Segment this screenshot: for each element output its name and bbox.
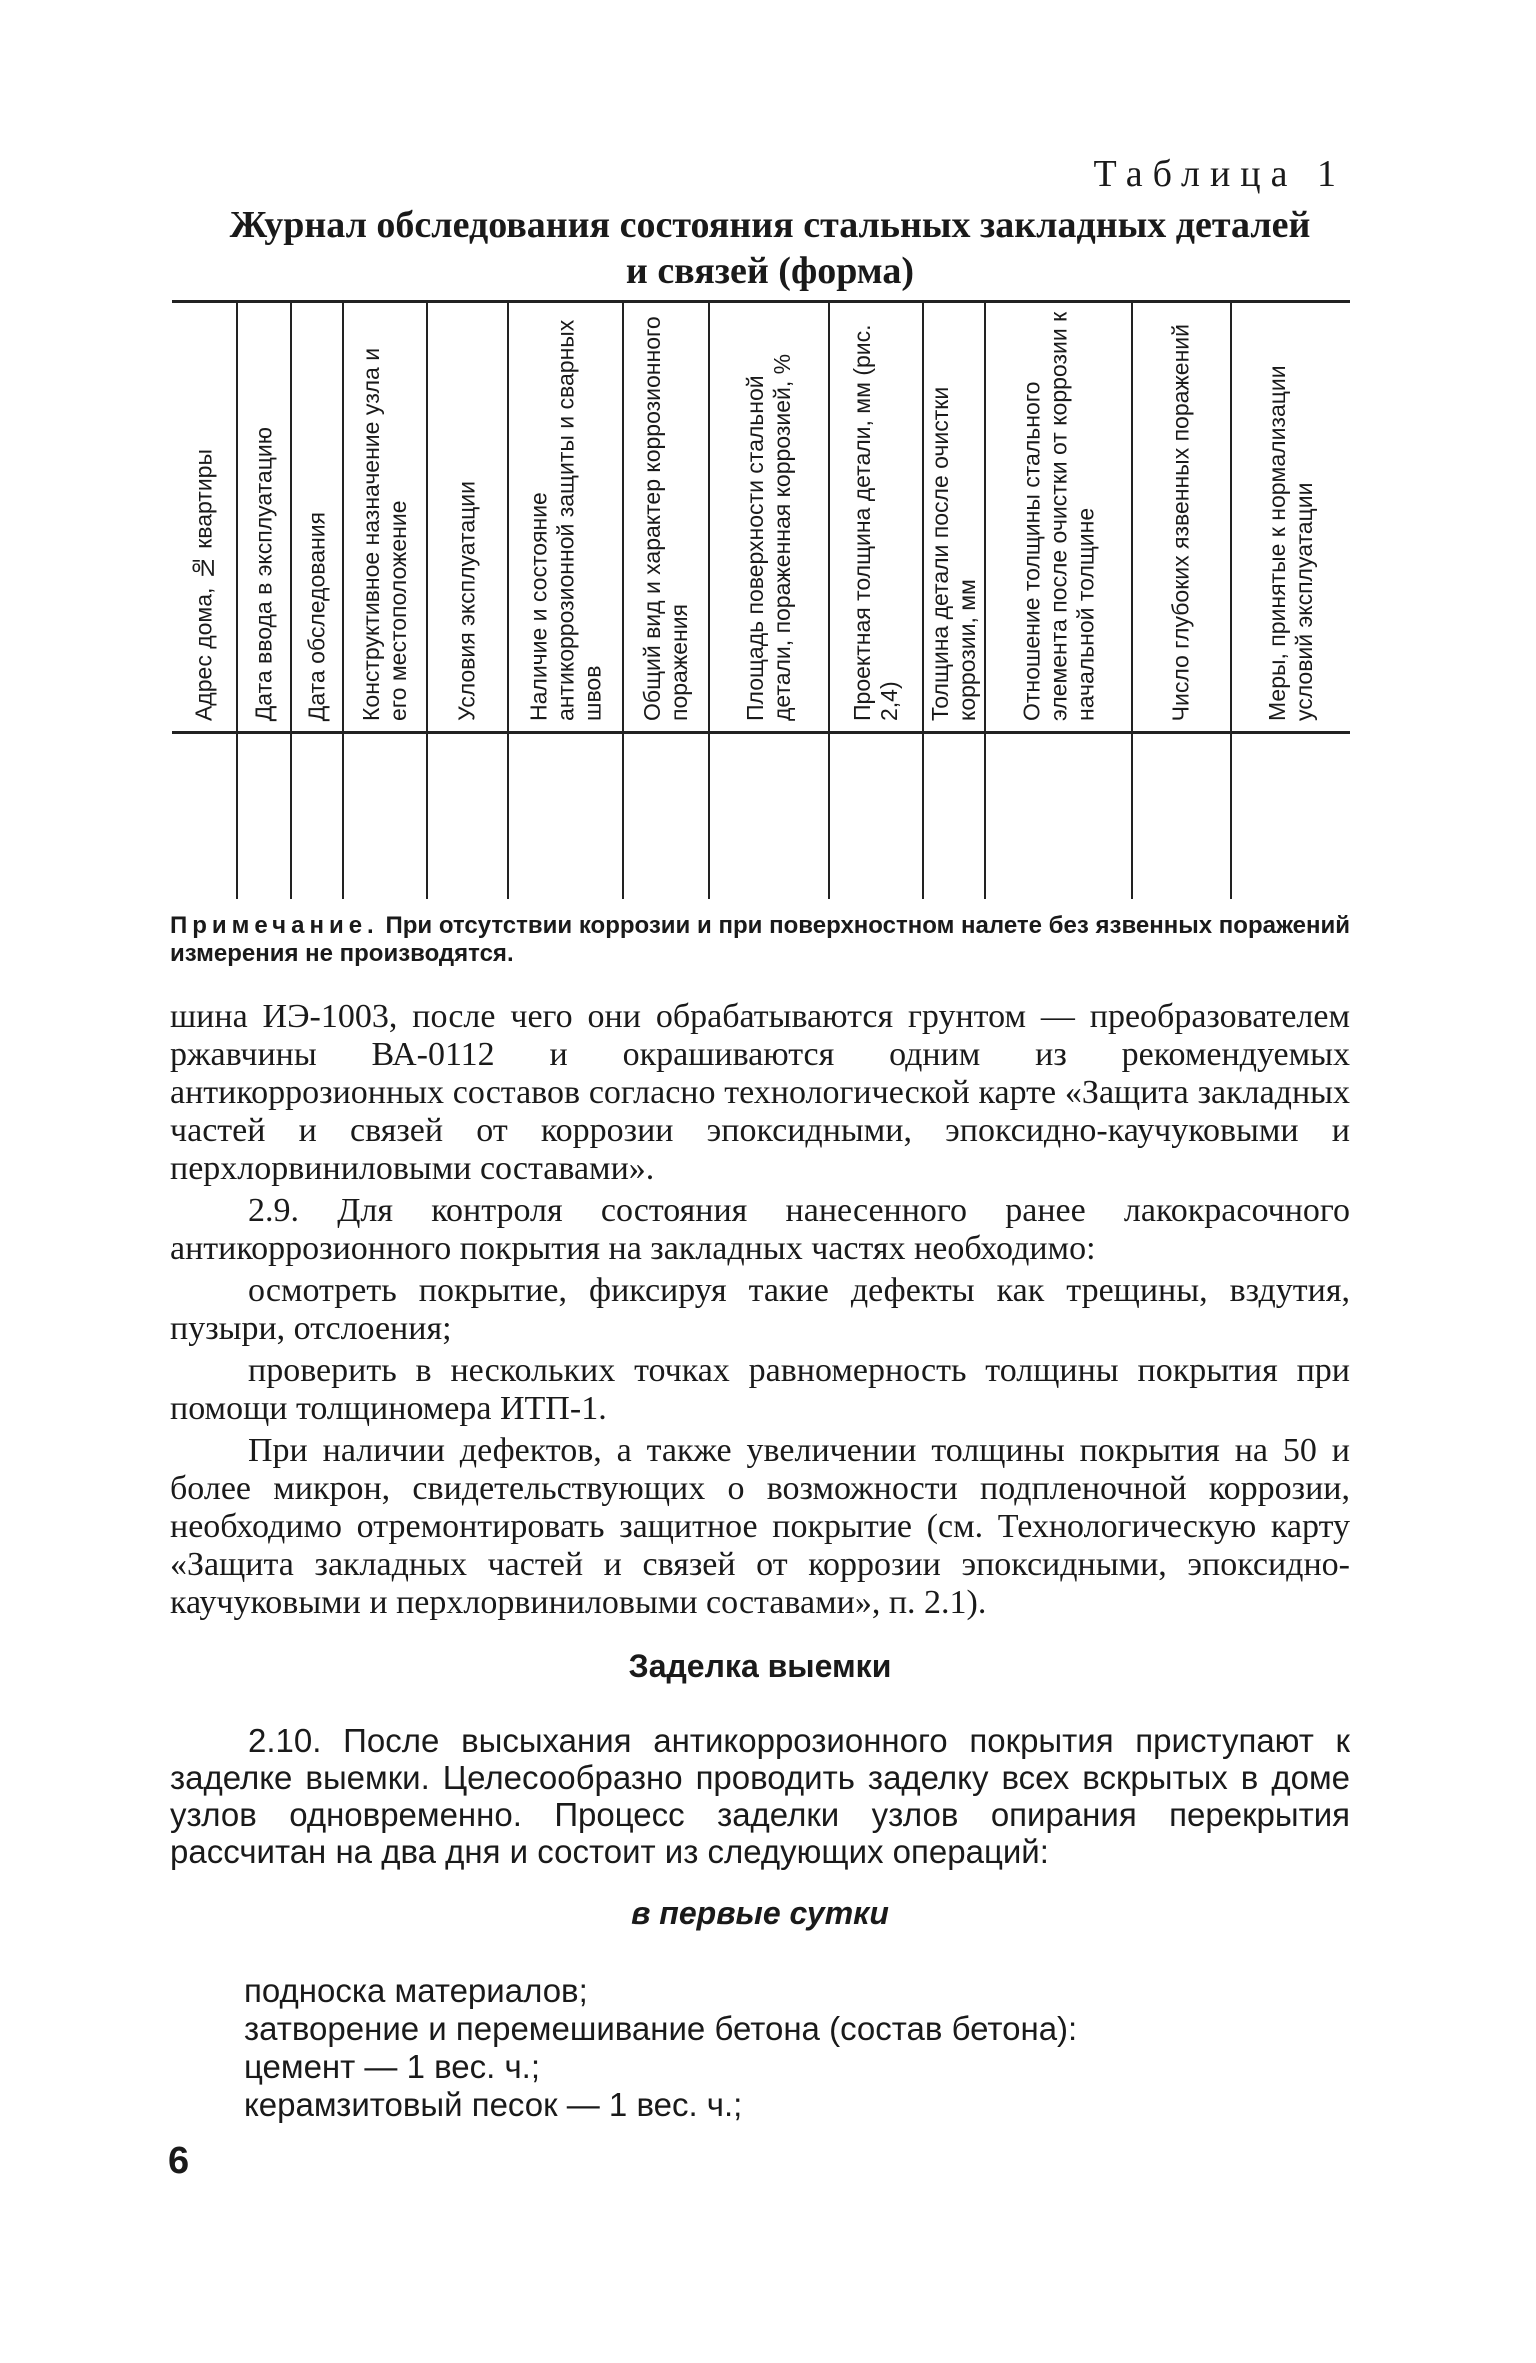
- table-label: Таблица 1: [1093, 153, 1346, 195]
- column-header: Проектная толщина детали, мм (рис. 2,4): [829, 302, 923, 733]
- body-text: [170, 998, 1350, 1626]
- table-header-row: [172, 302, 1350, 733]
- table-cell: [1132, 733, 1231, 900]
- section-body: [170, 1722, 1350, 1870]
- operations-list: [244, 1972, 1077, 2124]
- paragraph: проверить в нескольких точках равномерность толщины покрытия при помощи толщиномера ИТП-1.: [170, 1352, 1350, 1427]
- column-header: Число глубоких язвенных поражений: [1132, 302, 1231, 733]
- column-header: Дата ввода в эксплуатацию: [237, 302, 291, 733]
- paragraph: шина ИЭ-1003, после чего они обрабатываются грунтом — преобразователем ржавчины ВА-0112 и окрашиваются одним из рекомендуемых антикоррозионных составов согласно технологической карте «Защита закладных частей и связей от коррозии эпоксидными, эпоксидно-каучуковыми и перхлорвиниловыми составами».: [170, 998, 1350, 1187]
- table-title-line-1: Журнал обследования состояния стальных закладных деталей: [229, 204, 1311, 246]
- column-header: Конструктивное назначение узла и его местоположение: [343, 302, 427, 733]
- table-cell: [1231, 733, 1350, 900]
- paragraph: При наличии дефектов, а также увеличении толщины покрытия на 50 и более микрон, свидетельствующих о возможности подпленочной коррозии, необходимо отремонтировать защитное покрытие (см. Технологическую карту «Защита закладных частей и связей от коррозии эпоксидными, эпоксидно-каучуковыми и перхлорвиниловыми составами», п. 2.1).: [170, 1432, 1350, 1621]
- column-header: Отношение толщины стального элемента после очистки от коррозии к начальной толщине: [985, 302, 1131, 733]
- column-header: Толщина детали после очистки коррозии, мм: [923, 302, 986, 733]
- paragraph: 2.9. Для контроля состояния нанесенного ранее лакокрасочного антикоррозионного покрытия на закладных частях необходимо:: [170, 1192, 1350, 1267]
- table-title: [170, 202, 1370, 294]
- note-label: Примечание.: [170, 912, 379, 939]
- paragraph: осмотреть покрытие, фиксируя такие дефекты как трещины, вздутия, пузыри, отслоения;: [170, 1272, 1350, 1347]
- list-item: цемент — 1 вес. ч.;: [244, 2048, 541, 2085]
- section-heading: Заделка выемки: [628, 1648, 892, 1684]
- table-row: [172, 733, 1350, 900]
- table-cell: [985, 733, 1131, 900]
- column-header: Наличие и состояние антикоррозионной защиты и сварных швов: [508, 302, 623, 733]
- list-item: керамзитовый песок — 1 вес. ч.;: [244, 2086, 743, 2123]
- list-item: подноска материалов;: [244, 1972, 588, 2009]
- column-header: Площадь поверхности стальной детали, пораженная коррозией, %: [709, 302, 829, 733]
- table-cell: [829, 733, 923, 900]
- table-cell: [508, 733, 623, 900]
- table-cell: [237, 733, 291, 900]
- table-cell: [172, 733, 237, 900]
- column-header: Общий вид и характер коррозионного поражения: [623, 302, 709, 733]
- table-cell: [343, 733, 427, 900]
- journal-table: [172, 300, 1350, 899]
- table-title-line-2: и связей (форма): [625, 250, 915, 292]
- column-header: Условия эксплуатации: [427, 302, 508, 733]
- table-cell: [623, 733, 709, 900]
- paragraph: 2.10. После высыхания антикоррозионного покрытия приступают к заделке выемки. Целесообразно проводить заделку всех вскрытых в доме узлов одновременно. Процесс заделки узлов опирания перекрытия рассчитан на два дня и состоит из следующих операций:: [170, 1722, 1350, 1870]
- note-text: При отсутствии коррозии и при поверхностном налете без язвенных поражений измерения не производятся.: [170, 912, 1351, 967]
- table-cell: [709, 733, 829, 900]
- list-item: затворение и перемешивание бетона (состав бетона):: [244, 2010, 1078, 2047]
- table-cell: [427, 733, 508, 900]
- subheading: в первые сутки: [631, 1895, 889, 1931]
- table-cell: [923, 733, 986, 900]
- column-header: Адрес дома, № квартиры: [172, 302, 237, 733]
- table-note: [170, 912, 1350, 968]
- page-number: 6: [168, 2140, 190, 2182]
- column-header: Дата обследования: [291, 302, 343, 733]
- table-cell: [291, 733, 343, 900]
- column-header: Меры, принятые к нормализации условий эксплуатации: [1231, 302, 1350, 733]
